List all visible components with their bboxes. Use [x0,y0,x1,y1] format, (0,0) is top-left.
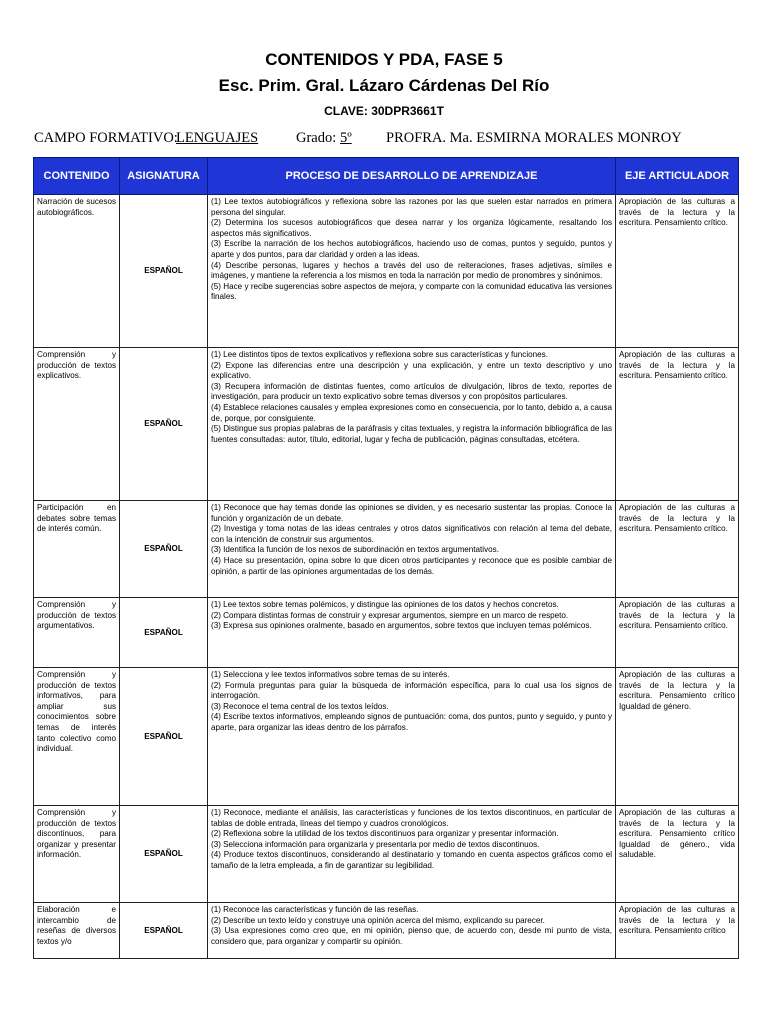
pda-item: (4) Hace su presentación, opina sobre lo que dicen otros participantes y reconoce que es posible cambiar de opinión, a partir de las opiniones argumentadas de los demás. [211,555,612,576]
contenidos-table [33,157,739,959]
pda-item: (4) Describe personas, lugares y hechos a través del uso de reiteraciones, frases adjetivas, símiles e imágenes, y mantiene la referencia a los mismos en toda la narración por medio de pronombres y sinónimos. [211,260,612,281]
campo-formativo-label: CAMPO FORMATIVO: [34,130,178,146]
pda-item: (2) Compara distintas formas de construir y expresar argumentos, siempre en un marco de respeto. [211,610,569,620]
pda-item: (3) Usa expresiones como creo que, en mi opinión, pienso que, de acuerdo con, desde mi punto de vista, considero que, para organizar y compartir su opinión. [211,926,612,946]
pda-item: (3) Expresa sus opiniones oralmente, basado en argumentos, sobre textos que incluyen temas polémicos. [211,621,592,631]
table-row [34,501,739,598]
grado-value: 5º [340,130,352,146]
pda-item: (5) Distingue sus propias palabras de la paráfrasis y citas textuales, y registra la información bibliográfica de las fuentes consultadas: autor, título, editorial, lugar y fecha de publicación, páginas consultadas, etcétera. [211,424,612,444]
contenido-cell: Participación en debates sobre temas de interés común. [34,501,120,598]
document-title: CONTENIDOS Y PDA, FASE 5 [265,50,503,69]
asignatura-cell: ESPAÑOL [120,903,208,959]
pda-item: (2) Expone las diferencias entre una descripción y una explicación, y entre un texto descriptivo y uno explicativo. [211,360,612,381]
table-row [34,806,739,903]
pda-item: (3) Recupera información de distintas fuentes, como artículos de divulgación, libros de texto, reportes de investigación, para producir un texto explicativo sobre temas diversos y con propósitos particulares. [211,381,612,402]
pda-cell [208,806,616,903]
contenido-cell: Comprensión y producción de textos explicativos. [34,348,120,501]
table-row [34,903,739,959]
grado-label: Grado: [296,130,337,146]
pda-cell [208,348,616,501]
eje-cell: Apropiación de las culturas a través de la lectura y la escritura. Pensamiento crítico. [616,195,739,348]
header-pda: PROCESO DE DESARROLLO DE APRENDIZAJE [208,158,616,195]
pda-item: (1) Reconoce, mediante el análisis, las características y funciones de los textos discontinuos, en particular de tablas de doble entrada, líneas del tiempo y cuadros cronológicos. [211,808,612,828]
eje-cell: Apropiación de las culturas a través de la lectura y la escritura. Pensamiento crítico Igualdad de género., vida saludable. [616,806,739,903]
eje-cell: Apropiación de las culturas a través de la lectura y la escritura. Pensamiento crítico. [616,348,739,501]
contenido-cell: Elaboración e intercambio de reseñas de diversos textos y/o [34,903,120,959]
table-row [34,598,739,668]
table-header-row [34,158,739,195]
header-asignatura: ASIGNATURA [120,158,208,195]
pda-cell [208,598,616,668]
pda-cell [208,668,616,806]
pda-item: (2) Formula preguntas para guiar la búsqueda de información específica, para lo cual usa los signos de interrogación. [211,680,612,701]
pda-item: (4) Produce textos discontinuos, considerando al destinatario y tomando en cuenta aspectos gráficos como el tamaño de la letra empleada, a fin de garantizar su legibilidad. [211,850,612,870]
table-row [34,668,739,806]
pda-item: (1) Reconoce las características y función de las reseñas. [211,905,419,914]
pda-item: (3) Escribe la narración de los hechos autobiográficos, haciendo uso de comas, puntos y seguido, puntos y aparte y dos puntos, para dar claridad y orden a las ideas. [211,239,612,259]
asignatura-cell: ESPAÑOL [120,806,208,903]
pda-item: (2) Describe un texto leído y construye una opinión acerca del mismo, explicando su parecer. [211,915,545,925]
pda-item: (2) Determina los sucesos autobiográficos que desea narrar y los organiza lógicamente, resaltando los aspectos más significativos. [211,218,612,238]
table-row [34,348,739,501]
pda-item: (3) Selecciona información para organizarla y presentarla por medio de textos discontinuos. [211,839,540,849]
pda-item: (3) Identifica la función de los nexos de subordinación en textos argumentativos. [211,545,499,555]
pda-cell [208,903,616,959]
pda-item: (4) Establece relaciones causales y emplea expresiones como en consecuencia, por lo tanto, debido a, a causa de, porque, por consiguiente. [211,402,612,423]
pda-item: (2) Reflexiona sobre la utilidad de los textos discontinuos para organizar y presentar información. [211,829,559,839]
contenido-cell: Comprensión y producción de textos informativos, para ampliar sus conocimientos sobre temas de interés tanto colectivo como individual. [34,668,120,806]
eje-cell: Apropiación de las culturas a través de la lectura y la escritura. Pensamiento crítico. [616,598,739,668]
pda-item: (5) Hace y recibe sugerencias sobre aspectos de mejora, y comparte con la comunidad educativa las versiones finales. [211,281,612,302]
contenido-cell: Comprensión y producción de textos discontinuos, para organizar y presentar información. [34,806,120,903]
contenido-cell: Narración de sucesos autobiográficos. [34,195,120,348]
school-clave: CLAVE: 30DPR3661T [324,104,444,118]
school-name: Esc. Prim. Gral. Lázaro Cárdenas Del Río [218,76,550,95]
header-eje: EJE ARTICULADOR [616,158,739,195]
asignatura-cell: ESPAÑOL [120,195,208,348]
pda-cell [208,195,616,348]
table-row [34,195,739,348]
pda-item: (2) Investiga y toma notas de las ideas centrales y otros datos significativos con relación al tema del debate, con la intención de construir sus argumentos. [211,524,612,544]
campo-formativo-value: LENGUAJES [176,130,259,146]
pda-cell [208,501,616,598]
pda-item: (4) Escribe textos informativos, empleando signos de puntuación: coma, dos puntos, punto y seguido, y punto y aparte, para organizar las ideas dentro de los párrafos. [211,712,612,732]
pda-item: (1) Reconoce que hay temas donde las opiniones se dividen, y es necesario sustentar las propias. Conoce la función y organización de un debate. [211,503,612,523]
pda-item: (1) Selecciona y lee textos informativos sobre temas de su interés. [211,670,450,679]
profra-name: PROFRA. Ma. ESMIRNA MORALES MONROY [386,130,682,146]
header-contenido: CONTENIDO [34,158,120,195]
asignatura-cell: ESPAÑOL [120,348,208,501]
contenido-cell: Comprensión y producción de textos argumentativos. [34,598,120,668]
pda-item: (1) Lee textos sobre temas polémicos, y distingue las opiniones de los datos y hechos concretos. [211,600,559,609]
pda-item: (1) Lee distintos tipos de textos explicativos y reflexiona sobre sus características y funciones. [211,350,548,359]
pda-item: (3) Reconoce el tema central de los textos leídos. [211,701,389,711]
asignatura-cell: ESPAÑOL [120,668,208,806]
asignatura-cell: ESPAÑOL [120,501,208,598]
eje-cell: Apropiación de las culturas a través de la lectura y la escritura. Pensamiento crítico. [616,501,739,598]
eje-cell: Apropiación de las culturas a través de la lectura y la escritura. Pensamiento crítico Igualdad de género. [616,668,739,806]
eje-cell: Apropiación de las culturas a través de la lectura y la escritura. Pensamiento crítico [616,903,739,959]
pda-item: (1) Lee textos autobiográficos y reflexiona sobre las razones por las que suelen estar narrados en primera persona del singular. [211,197,612,217]
asignatura-cell: ESPAÑOL [120,598,208,668]
